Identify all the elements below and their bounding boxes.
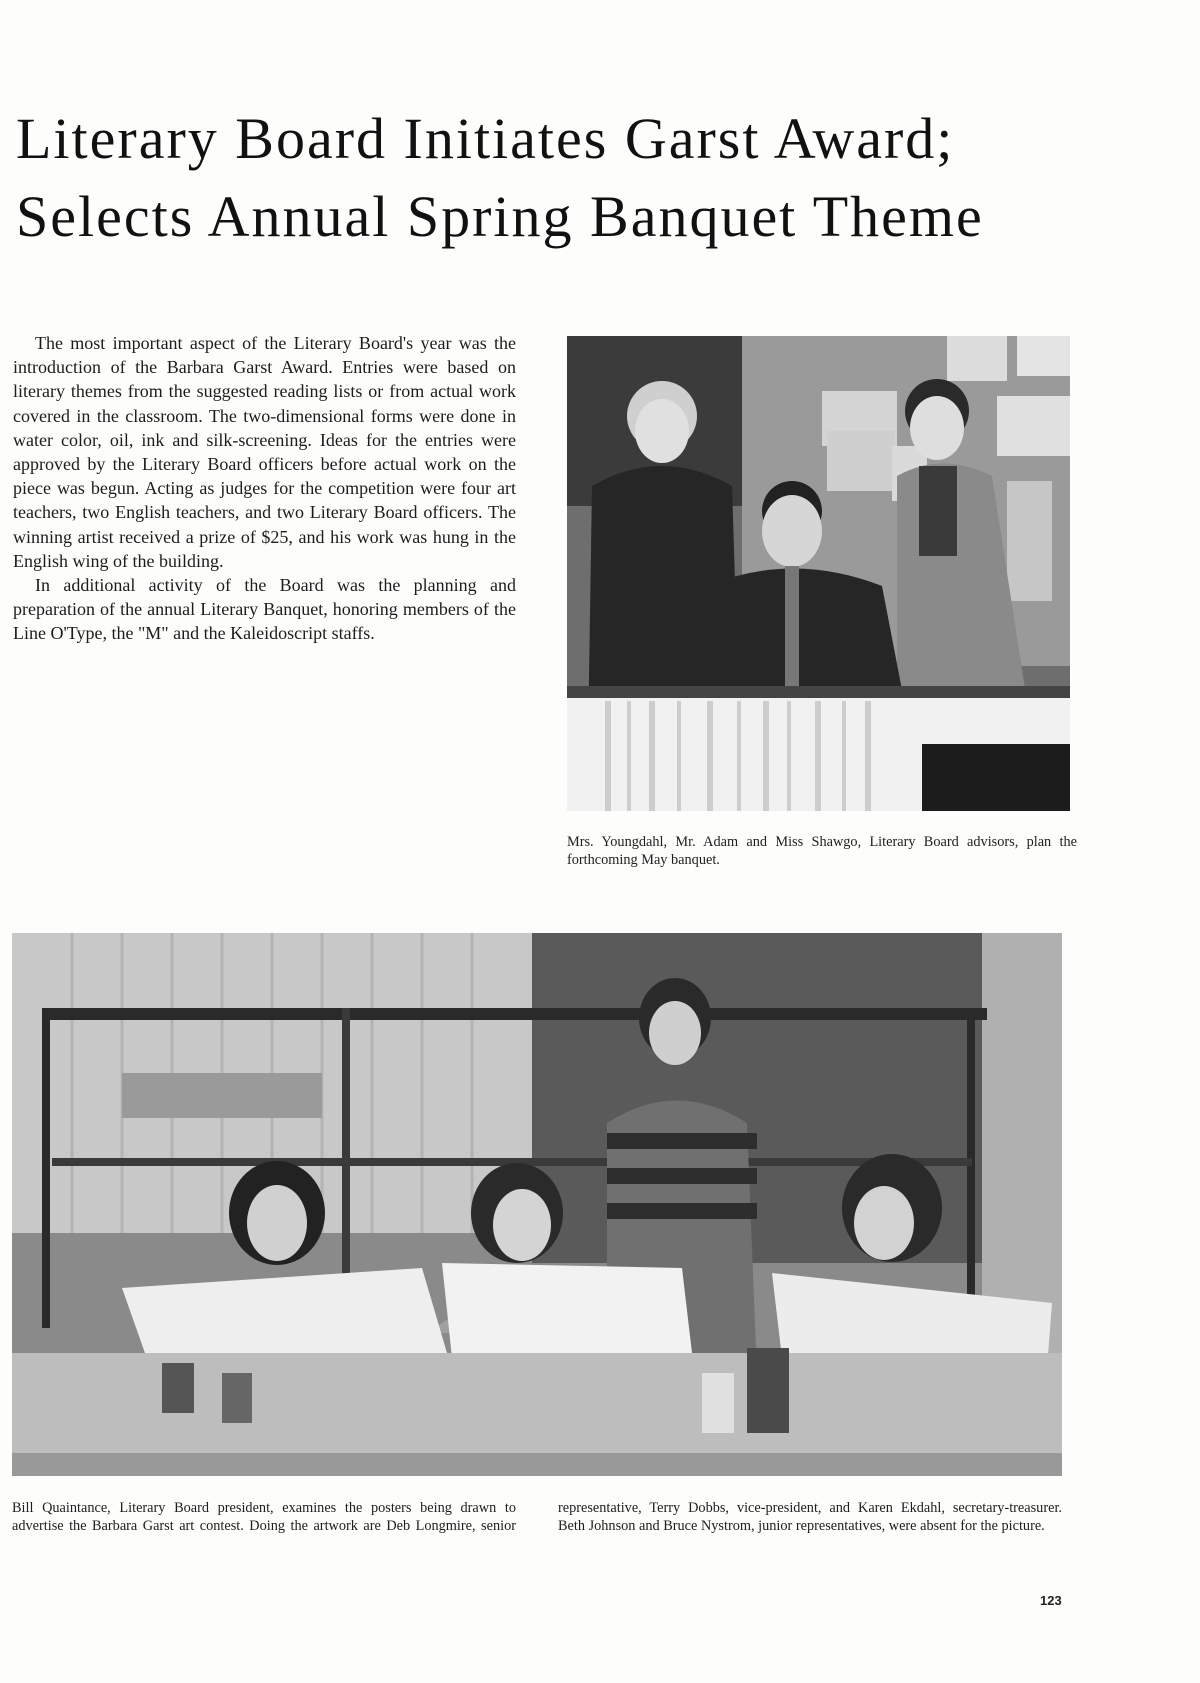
page-headline (16, 100, 1116, 256)
article-body (13, 331, 516, 646)
article-paragraph-2: In additional activity of the Board was the planning and preparation of the annual Literary Banquet, honoring members of the Line O'Type, the "M" and the Kaleidoscript staffs. (13, 575, 516, 644)
article-paragraph-1: The most important aspect of the Literary Board's year was the introduction of the Barbara Garst Award. Entries were based on literary themes from the suggested reading lists or from actual work covered in the classroom. The two-dimensional forms were done in water color, oil, ink and silk-screening. Ideas for the entries were approved by the Literary Board officers before actual work on the piece was begun. Acting as judges for the competition were four art teachers, two English teachers, and two Literary Board officers. The winning artist received a prize of $25, and his work was hung in the English wing of the building. (13, 333, 516, 571)
headline-line-1: Literary Board Initiates Garst Award; (16, 106, 955, 171)
advisors-photo (567, 336, 1070, 811)
students-photo-caption: Bill Quaintance, Literary Board president, examines the posters being drawn to advertise the Barbara Garst art contest. Doing the artwork are Deb Longmire, senior representative, Terry Dobbs, vice-president, and Karen Ekdahl, secretary-treasurer. Beth Johnson and Bruce Nystrom, junior representatives, were absent for the picture. (12, 1500, 1062, 1534)
advisors-photo-caption: Mrs. Youngdahl, Mr. Adam and Miss Shawgo, Literary Board advisors, plan the forthcoming May banquet. (567, 834, 1077, 868)
page-number: 123 (1040, 1593, 1062, 1608)
advisors-photo-image (567, 336, 1070, 811)
students-photo (12, 933, 1062, 1476)
headline-line-2: Selects Annual Spring Banquet Theme (16, 184, 984, 249)
students-photo-image (12, 933, 1062, 1476)
